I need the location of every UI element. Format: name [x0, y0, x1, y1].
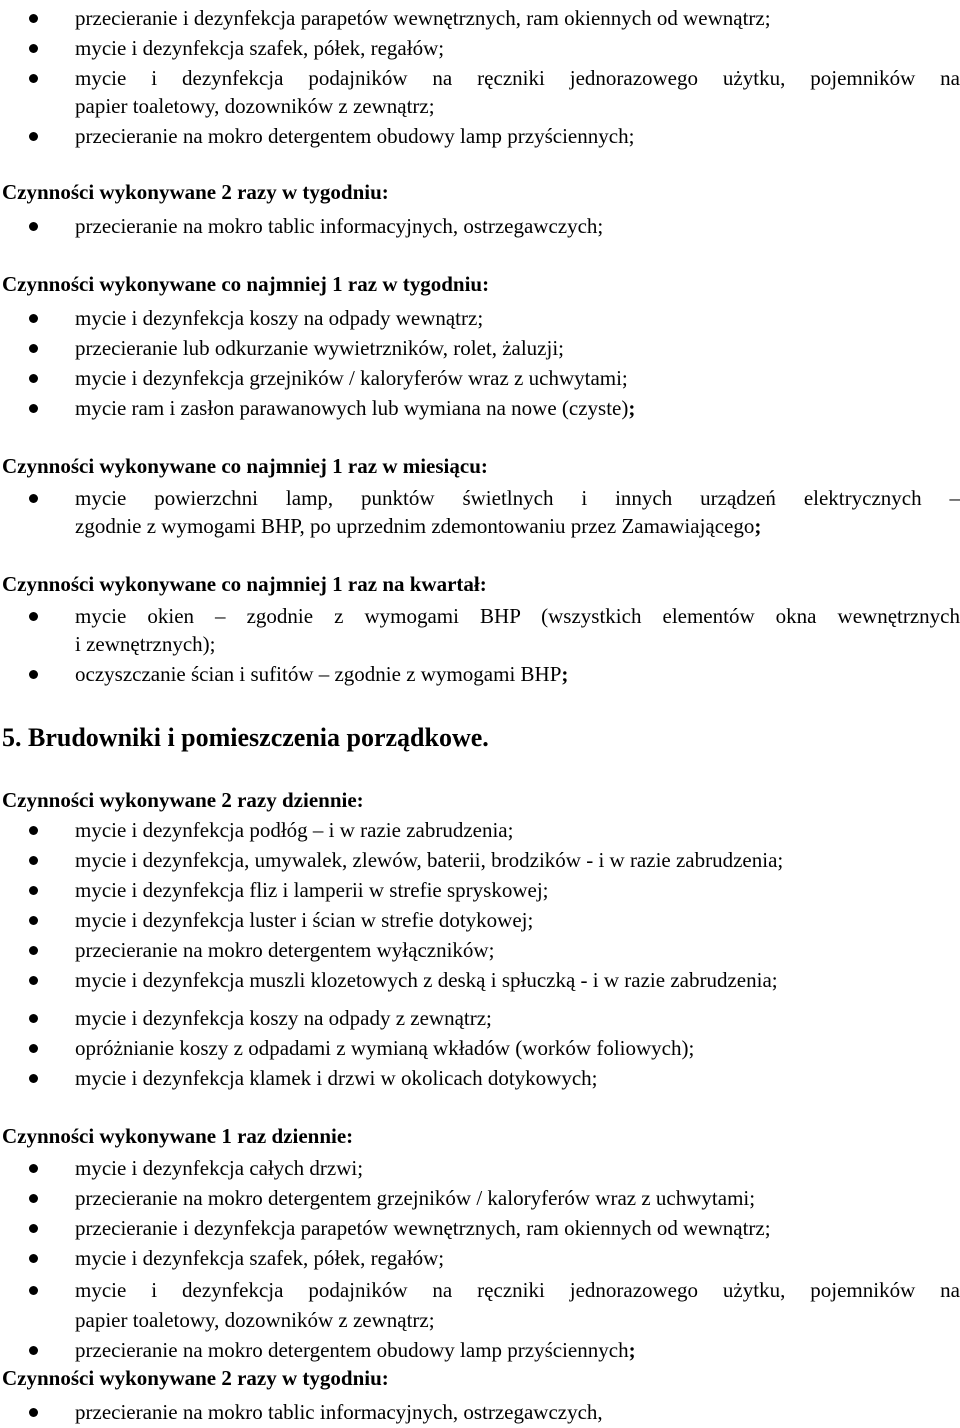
line-text: mycie i dezynfekcja klamek i drzwi w okolicach dotykowych;	[75, 1066, 598, 1090]
section-subheading	[2, 1122, 353, 1150]
list-item-text	[75, 846, 783, 874]
bullet-icon	[29, 222, 38, 231]
list-item-text	[75, 64, 960, 92]
bullet-icon	[29, 404, 38, 413]
line-text: mycie i dezynfekcja podłóg – i w razie zabrudzenia;	[75, 818, 514, 842]
line-text: przecieranie i dezynfekcja parapetów wewnętrznych, ram okiennych od wewnątrz;	[75, 1216, 771, 1240]
line-text: Czynności wykonywane co najmniej 1 raz w tygodniu:	[2, 272, 490, 296]
line-text: przecieranie na mokro tablic informacyjnych, ostrzegawczych,	[75, 1400, 603, 1424]
bullet-icon	[29, 132, 38, 141]
bullet-icon	[29, 856, 38, 865]
bullet-icon	[29, 976, 38, 985]
list-item-text	[75, 484, 960, 512]
list-item-continuation	[75, 1306, 435, 1334]
list-item-text	[75, 1064, 598, 1092]
list-item-text	[75, 1184, 755, 1212]
bullet-icon	[29, 916, 38, 925]
bullet-icon	[29, 494, 38, 503]
bullet-icon	[29, 1194, 38, 1203]
list-item-continuation	[75, 92, 435, 120]
bullet-icon	[29, 344, 38, 353]
list-item-text	[75, 602, 960, 630]
line-text: przecieranie lub odkurzanie wywietrzników, rolet, żaluzji;	[75, 336, 565, 360]
list-item-text	[75, 304, 483, 332]
list-item-text	[75, 212, 603, 240]
list-item-text	[75, 1244, 444, 1272]
line-text: Czynności wykonywane 2 razy dziennie:	[2, 788, 364, 812]
list-item-text	[75, 34, 444, 62]
line-text: Czynności wykonywane co najmniej 1 raz na kwartał:	[2, 572, 487, 596]
list-item-continuation	[75, 630, 216, 658]
line-text: 5. Brudowniki i pomieszczenia porządkowe.	[2, 723, 489, 752]
bullet-icon	[29, 1224, 38, 1233]
line-text: mycie ram i zasłon parawanowych lub wymiana na nowe (czyste)	[75, 396, 629, 420]
bullet-icon	[29, 886, 38, 895]
line-text: Czynności wykonywane 2 razy w tygodniu:	[2, 180, 389, 204]
bullet-icon	[29, 314, 38, 323]
line-text: mycie i dezynfekcja muszli klozetowych z deską i spłuczką - i w razie zabrudzenia;	[75, 968, 778, 992]
line-text: i zewnętrznych);	[75, 632, 216, 656]
bullet-icon	[29, 1044, 38, 1053]
list-item-text	[75, 334, 564, 362]
list-item-text	[75, 816, 513, 844]
bullet-icon	[29, 74, 38, 83]
list-item-text	[75, 966, 778, 994]
bullet-icon	[29, 1164, 38, 1173]
list-item-text	[75, 876, 549, 904]
bullet-icon	[29, 14, 38, 23]
line-tail: ;	[628, 1338, 636, 1362]
line-tail: ;	[561, 662, 569, 686]
bullet-icon	[29, 1346, 38, 1355]
line-text: mycie i dezynfekcja grzejników / kaloryferów wraz z uchwytami;	[75, 366, 628, 390]
bullet-icon	[29, 1408, 38, 1417]
list-item-text	[75, 1034, 694, 1062]
list-item-text	[75, 4, 771, 32]
bullet-icon	[29, 670, 38, 679]
bullet-icon	[29, 44, 38, 53]
line-text: mycie powierzchni lamp, punktów świetlnych i innych urządzeń elektrycznych –	[75, 486, 960, 510]
bullet-icon	[29, 1254, 38, 1263]
bullet-icon	[29, 1014, 38, 1023]
bullet-icon	[29, 374, 38, 383]
line-text: mycie i dezynfekcja podajników na ręczniki jednorazowego użytku, pojemników na	[75, 1278, 960, 1302]
line-text: przecieranie na mokro detergentem obudowy lamp przyściennych	[75, 1338, 629, 1362]
section-heading	[2, 722, 489, 754]
line-text: Czynności wykonywane 1 raz dziennie:	[2, 1124, 354, 1148]
line-text: przecieranie i dezynfekcja parapetów wewnętrznych, ram okiennych od wewnątrz;	[75, 6, 771, 30]
line-text: mycie i dezynfekcja koszy na odpady wewnątrz;	[75, 306, 484, 330]
list-item-text	[75, 1336, 636, 1364]
line-text: przecieranie na mokro detergentem grzejników / kaloryferów wraz z uchwytami;	[75, 1186, 756, 1210]
line-text: mycie okien – zgodnie z wymogami BHP (wszystkich elementów okna wewnętrznych	[75, 604, 960, 628]
line-text: mycie i dezynfekcja koszy na odpady z zewnątrz;	[75, 1006, 492, 1030]
section-subheading	[2, 786, 364, 814]
section-subheading	[2, 452, 488, 480]
list-item-text	[75, 906, 533, 934]
list-item-text	[75, 1398, 603, 1426]
line-text: mycie i dezynfekcja szafek, półek, regałów;	[75, 1246, 445, 1270]
line-text: mycie i dezynfekcja całych drzwi;	[75, 1156, 364, 1180]
bullet-icon	[29, 612, 38, 621]
line-text: mycie i dezynfekcja szafek, półek, regałów;	[75, 36, 445, 60]
bullet-icon	[29, 1286, 38, 1295]
line-text: przecieranie na mokro tablic informacyjnych, ostrzegawczych;	[75, 214, 604, 238]
list-item-text	[75, 1154, 363, 1182]
bullet-icon	[29, 946, 38, 955]
line-tail: ;	[628, 396, 636, 420]
line-text: papier toaletowy, dozowników z zewnątrz;	[75, 1308, 435, 1332]
bullet-icon	[29, 826, 38, 835]
list-item-text	[75, 1004, 492, 1032]
section-subheading	[2, 1364, 389, 1392]
list-item-text	[75, 1276, 960, 1304]
list-item-continuation	[75, 512, 761, 540]
list-item-text	[75, 660, 568, 688]
list-item-text	[75, 394, 635, 422]
list-item-text	[75, 936, 494, 964]
list-item-text	[75, 122, 634, 150]
section-subheading	[2, 178, 389, 206]
line-text: opróżnianie koszy z odpadami z wymianą wkładów (worków foliowych);	[75, 1036, 695, 1060]
line-text: mycie i dezynfekcja, umywalek, zlewów, baterii, brodzików - i w razie zabrudzenia;	[75, 848, 784, 872]
line-text: przecieranie na mokro detergentem wyłączników;	[75, 938, 495, 962]
bullet-icon	[29, 1074, 38, 1083]
line-text: przecieranie na mokro detergentem obudowy lamp przyściennych;	[75, 124, 635, 148]
list-item-text	[75, 1214, 771, 1242]
section-subheading	[2, 570, 487, 598]
list-item-text	[75, 364, 628, 392]
line-text: mycie i dezynfekcja podajników na ręczniki jednorazowego użytku, pojemników na	[75, 66, 960, 90]
section-subheading	[2, 270, 489, 298]
line-text: Czynności wykonywane 2 razy w tygodniu:	[2, 1366, 389, 1390]
line-text: papier toaletowy, dozowników z zewnątrz;	[75, 94, 435, 118]
line-text: mycie i dezynfekcja luster i ścian w strefie dotykowej;	[75, 908, 534, 932]
line-text: zgodnie z wymogami BHP, po uprzednim zdemontowaniu przez Zamawiającego	[75, 514, 755, 538]
line-tail: ;	[754, 514, 762, 538]
line-text: oczyszczanie ścian i sufitów – zgodnie z wymogami BHP	[75, 662, 562, 686]
line-text: mycie i dezynfekcja fliz i lamperii w strefie spryskowej;	[75, 878, 549, 902]
line-text: Czynności wykonywane co najmniej 1 raz w miesiącu:	[2, 454, 488, 478]
